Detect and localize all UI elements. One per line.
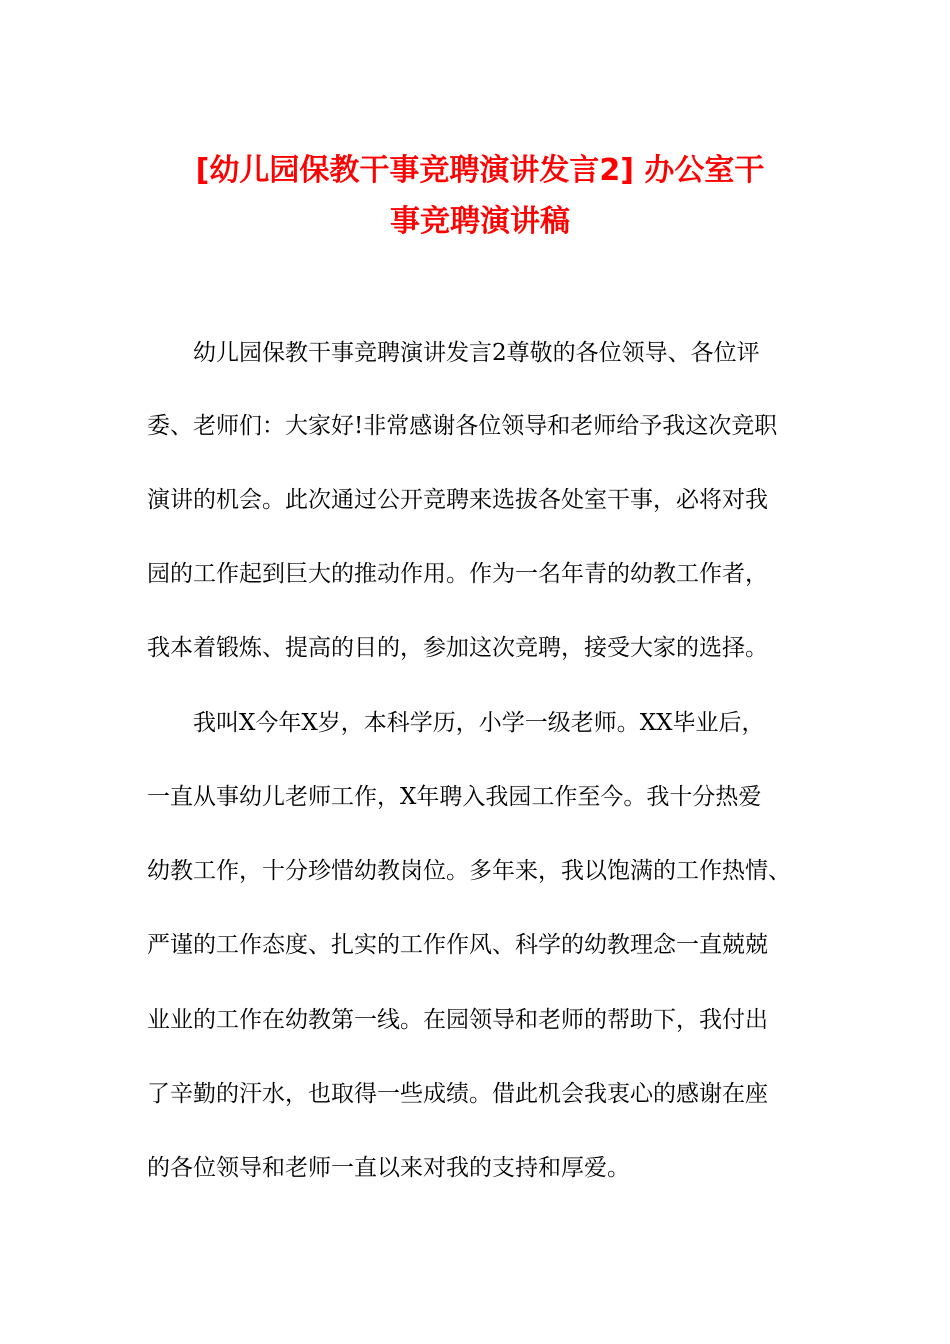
paragraph-2-line-2: 一直从事幼儿老师工作，X年聘入我园工作至今。我十分热爱 [147, 784, 762, 810]
paragraph-2-line-3: 幼教工作，十分珍惜幼教岗位。多年来，我以饱满的工作热情、 [147, 858, 791, 884]
paragraph-1-line-1: 幼儿园保教干事竞聘演讲发言2尊敬的各位领导、各位评 [193, 340, 760, 366]
paragraph-2-line-7: 的各位领导和老师一直以来对我的支持和厚爱。 [147, 1155, 630, 1181]
paragraph-1-line-4: 园的工作起到巨大的推动作用。作为一名年青的幼教工作者， [147, 561, 768, 587]
paragraph-2-line-4: 严谨的工作态度、扎实的工作作风、科学的幼教理念一直兢兢 [147, 932, 768, 958]
paragraph-2-line-6: 了辛勤的汗水，也取得一些成绩。借此机会我衷心的感谢在座 [147, 1081, 768, 1107]
title-line-2: 事竞聘演讲稿 [390, 204, 570, 239]
paragraph-1-line-3: 演讲的机会。此次通过公开竞聘来选拔各处室干事，必将对我 [147, 487, 768, 513]
paragraph-1-line-2: 委、老师们：大家好!非常感谢各位领导和老师给予我这次竞职 [147, 413, 778, 439]
paragraph-1-line-5: 我本着锻炼、提高的目的，参加这次竞聘，接受大家的选择。 [147, 635, 768, 661]
paragraph-2-line-5: 业业的工作在幼教第一线。在园领导和老师的帮助下，我付出 [147, 1007, 768, 1033]
title-line-1: [幼儿园保教干事竞聘演讲发言2] 办公室干 [195, 153, 765, 188]
paragraph-2-line-1: 我叫X今年X岁，本科学历，小学一级老师。XX毕业后， [193, 710, 765, 736]
body-text [147, 0, 822, 1344]
